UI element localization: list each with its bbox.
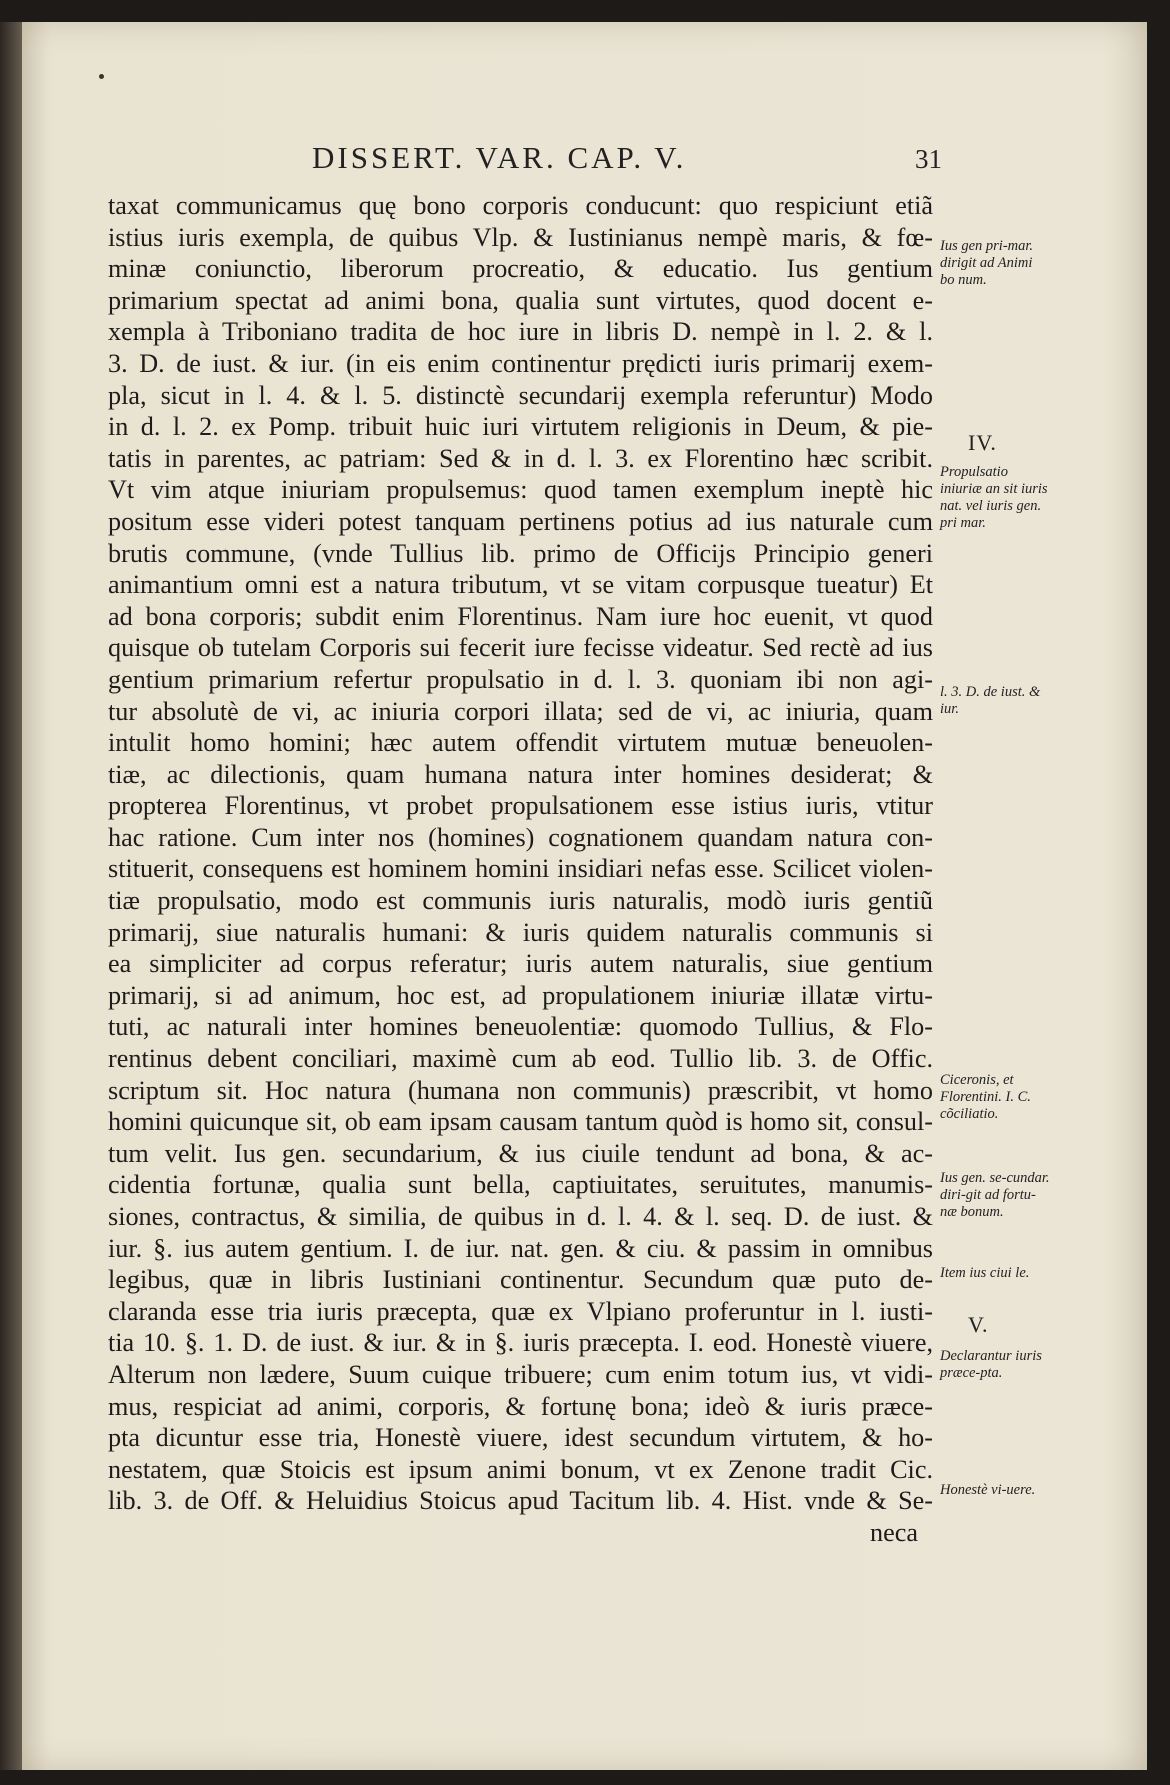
text-line: animantium omni est a natura tributum, vt se vitam corpusque tueatur) Et xyxy=(108,570,933,600)
text-line: gentium primarium refertur propulsatio in d. l. 3. quoniam ibi non agi- xyxy=(108,664,933,694)
text-line: taxat communicamus quę bono corporis conducunt: quo respiciunt etiã xyxy=(108,191,933,220)
margin-note: Ciceronis, et Florentini. I. C. cõciliatio. xyxy=(940,1072,1031,1122)
text-line: in d. l. 2. ex Pomp. tribuit huic iuri virtutem religionis in Deum, & pie- xyxy=(108,412,933,442)
catchword: neca xyxy=(870,1517,918,1547)
running-title: DISSERT. VAR. CAP. V. xyxy=(312,140,687,175)
text-line: minæ coniunctio, liberorum procreatio, & educatio. Ius gentium xyxy=(108,254,933,284)
text-line: pla, sicut in l. 4. & l. 5. distinctè secundarij exempla referuntur) Modo xyxy=(108,380,933,410)
section-number-v: V. xyxy=(968,1312,989,1337)
text-line: positum esse videri potest tanquam pertinens potius ad ius naturale cum xyxy=(108,506,933,536)
text-line: mus, respiciat ad animi, corporis, & fortunę bona; ideò & iuris præce- xyxy=(108,1391,933,1421)
text-line: tiæ, ac dilectionis, quam humana natura inter homines desiderat; & xyxy=(108,759,933,789)
text-line: siones, contractus, & similia, de quibus in d. l. 4. & l. seq. D. de iust. & xyxy=(108,1202,933,1231)
text-line: scriptum sit. Hoc natura (humana non communis) præscribit, vt homo xyxy=(108,1075,933,1105)
margin-note: Ius gen pri-mar. dirigit ad Animi bo num. xyxy=(940,238,1034,288)
margin-note: Declarantur iuris præce-pta. xyxy=(940,1348,1042,1381)
text-line: legibus, quæ in libris Iustiniani continentur. Secundum quæ puto de- xyxy=(108,1265,933,1295)
text-line: lib. 3. de Off. & Heluidius Stoicus apud Tacitum lib. 4. Hist. vnde & Se- xyxy=(108,1486,933,1516)
main-text-block xyxy=(108,190,933,1549)
text-line: xempla à Triboniano tradita de hoc iure in libris D. nempè in l. 2. & l. xyxy=(108,317,933,347)
text-line: Vt vim atque iniuriam propulsemus: quod tamen exemplum ineptè hic xyxy=(108,475,933,505)
text-line: ad bona corporis; subdit enim Florentinus. Nam iure hoc euenit, vt quod xyxy=(108,601,933,631)
text-line: Alterum non lædere, Suum cuique tribuere; cum enim totum ius, vt vidi- xyxy=(108,1359,933,1389)
text-line: tiæ propulsatio, modo est communis iuris naturalis, modò iuris gentiũ xyxy=(108,886,933,916)
text-line: tatis in parentes, ac patriam: Sed & in d. l. 3. ex Florentino hæc scribit. xyxy=(108,443,933,473)
text-line: tia 10. §. 1. D. de iust. & iur. & in §. iuris præcepta. I. eod. Honestè viuere, xyxy=(108,1328,933,1358)
ink-dot xyxy=(99,74,104,79)
text-line: intulit homo homini; hæc autem offendit virtutem mutuæ beneuolen- xyxy=(108,728,933,758)
text-line: claranda esse tria iuris præcepta, quæ ex Vlpiano proferuntur in l. iusti- xyxy=(108,1296,933,1326)
text-line: quisque ob tutelam Corporis sui fecerit iure fecisse videatur. Sed rectè ad ius xyxy=(108,633,933,663)
text-line: 3. D. de iust. & iur. (in eis enim continentur prędicti iuris primarij exem- xyxy=(108,348,933,378)
text-line: pta dicuntur esse tria, Honestè viuere, idest secundum virtutem, & ho- xyxy=(108,1423,933,1453)
text-line: ea simpliciter ad corpus referatur; iuris autem naturalis, siue gentium xyxy=(108,949,933,979)
text-line: tuti, ac naturali inter homines beneuolentiæ: quomodo Tullius, & Flo- xyxy=(108,1012,933,1042)
text-line: istius iuris exempla, de quibus Vlp. & Iustinianus nempè maris, & fœ- xyxy=(108,222,933,252)
text-line: primarij, siue naturalis humani: & iuris quidem naturalis communis si xyxy=(108,917,933,947)
text-line: iur. §. ius autem gentium. I. de iur. nat. gen. & ciu. & passim in omnibus xyxy=(108,1233,933,1263)
text-line: stituerit, consequens est hominem homini insidiari nefas esse. Scilicet violen- xyxy=(108,854,933,884)
book-gutter xyxy=(0,22,24,1770)
page-number: 31 xyxy=(915,144,942,174)
book-page xyxy=(22,22,1147,1770)
margin-note: Propulsatio iniuriæ an sit iuris nat. vel iuris gen. pri mar. xyxy=(940,464,1048,531)
text-line: primarij, si ad animum, hoc est, ad propulationem iniuriæ illatæ virtu- xyxy=(108,980,933,1010)
text-line: brutis commune, (vnde Tullius lib. primo de Officijs Principio generi xyxy=(108,538,933,568)
text-line: cidentia fortunæ, qualia sunt bella, captiuitates, seruitutes, manumis- xyxy=(108,1170,933,1200)
margin-note: Honestè vi-uere. xyxy=(940,1482,1036,1498)
text-line: tum velit. Ius gen. secundarium, & ius ciuile tendunt ad bona, & ac- xyxy=(108,1138,933,1168)
text-line: primarium spectat ad animi bona, qualia sunt virtutes, quod docent e- xyxy=(108,285,933,315)
text-line: nestatem, quæ Stoicis est ipsum animi bonum, vt ex Zenone tradit Cic. xyxy=(108,1454,933,1484)
text-line: homini quicunque sit, ob eam ipsam causam tantum quòd is homo sit, consul- xyxy=(108,1107,933,1137)
text-line: tur absolutè de vi, ac iniuria corpori illata; sed de vi, ac iniuria, quam xyxy=(108,696,933,726)
text-line: rentinus debent conciliari, maximè cum ab eod. Tullio lib. 3. de Offic. xyxy=(108,1044,933,1074)
margin-note: Ius gen. se-cundar. diri-git ad fortu-næ bonum. xyxy=(940,1170,1050,1220)
margin-note: l. 3. D. de iust. & iur. xyxy=(940,684,1041,717)
text-line: hac ratione. Cum inter nos (homines) cognationem quandam natura con- xyxy=(108,822,933,852)
margin-note: Item ius ciui le. xyxy=(940,1265,1030,1281)
text-line: propterea Florentinus, vt probet propulsationem esse istius iuris, vtitur xyxy=(108,791,933,821)
section-number-iv: IV. xyxy=(968,430,997,455)
